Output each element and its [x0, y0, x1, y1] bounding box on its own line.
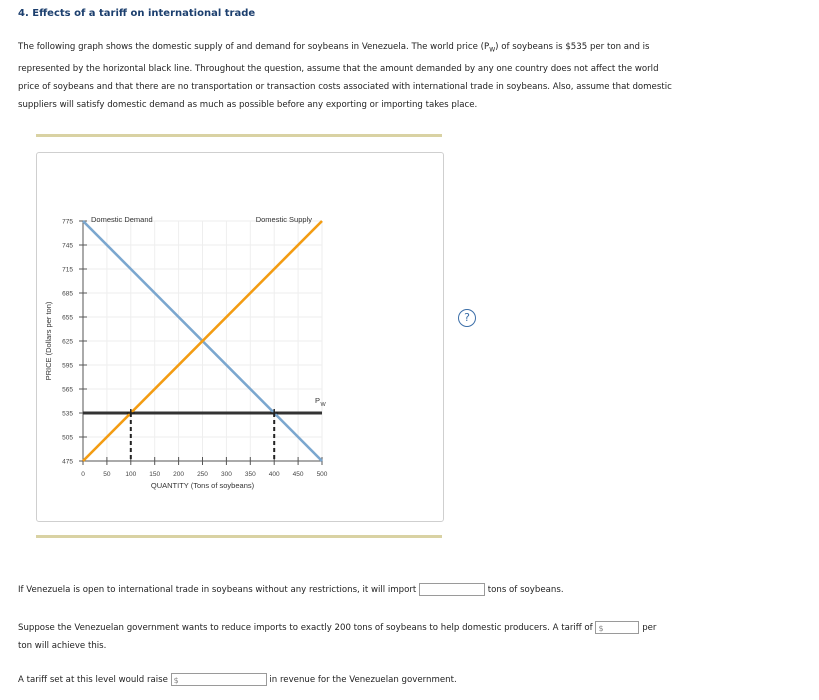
q3-text-after: in revenue for the Venezuelan government. [269, 675, 457, 685]
supply-label: Domestic Supply [255, 215, 312, 224]
x-tick-label: 300 [220, 471, 232, 478]
revenue-currency: $ [173, 676, 179, 685]
divider-bottom [36, 535, 442, 538]
x-tick-label: 0 [81, 471, 85, 478]
x-tick-label: 350 [244, 471, 256, 478]
intro-line-4: suppliers will satisfy domestic demand as much as possible before any exporting or importing takes place. [18, 99, 478, 110]
y-tick-label: 565 [62, 386, 73, 394]
y-tick-label: 625 [62, 338, 73, 346]
y-tick-label: 745 [62, 242, 73, 250]
revenue-input[interactable] [171, 673, 267, 686]
x-tick-label: 100 [125, 471, 137, 478]
intro-line-1: The following graph shows the domestic supply of and demand for soybeans in Venezuela. The world price $(P_W)$ of soybeans is $535 per ton and is [18, 42, 650, 54]
y-tick-label: 595 [62, 362, 73, 370]
x-tick-label: 50 [103, 471, 111, 478]
y-tick-label: 715 [62, 266, 73, 274]
x-tick-label: 250 [197, 471, 208, 478]
y-tick-label: 685 [62, 290, 73, 298]
question-1 [18, 583, 564, 596]
intro-line-2: represented by the horizontal black line. Throughout the question, assume that the amount demanded by any one country does not affect the world [18, 63, 659, 74]
tariff-input[interactable] [595, 621, 639, 634]
question-3 [18, 673, 457, 686]
graph-panel [36, 152, 470, 522]
question-title: 4. Effects of a tariff on international trade [18, 8, 256, 19]
x-tick-label: 450 [292, 471, 304, 478]
world-price-label: P [315, 396, 321, 405]
y-tick-label: 535 [62, 410, 73, 418]
q2-text-line2: ton will achieve this. [18, 641, 107, 651]
intro-line-3: price of soybeans and that there are no transportation or transaction costs associated with international trade in soybeans. Also, assume that domestic [18, 81, 672, 92]
divider-top [36, 134, 442, 137]
q1-text: If Venezuela is open to international trade in soybeans without any restrictions, it will import [18, 585, 417, 595]
y-axis-title: PRICE (Dollars per ton) [44, 301, 53, 381]
intro-paragraph [18, 38, 708, 114]
x-tick-label: 200 [173, 471, 185, 478]
tariff-currency: $ [598, 624, 604, 633]
y-tick-label: 775 [62, 218, 73, 226]
demand-label: Domestic Demand [91, 215, 153, 224]
y-tick-label: 505 [62, 434, 73, 442]
question-2 [18, 619, 718, 655]
x-tick-label: 400 [268, 471, 280, 478]
q2-text-after: per [642, 623, 657, 633]
q3-text: A tariff set at this level would raise [18, 675, 168, 685]
x-tick-label: 500 [316, 471, 328, 478]
x-tick-label: 150 [149, 471, 161, 478]
q1-text-after: tons of soybeans. [487, 585, 564, 595]
help-icon[interactable]: ? [458, 309, 476, 327]
supply-demand-chart [37, 153, 443, 521]
q2-text: Suppose the Venezuelan government wants to reduce imports to exactly 200 tons of soybeans to help domestic producers. A tariff of [18, 623, 593, 633]
import-quantity-input[interactable] [419, 583, 485, 596]
y-tick-label: 655 [62, 314, 73, 322]
world-price-label-sub: W [320, 402, 326, 408]
y-tick-label: 475 [62, 458, 73, 466]
x-axis-title: QUANTITY (Tons of soybeans) [150, 481, 255, 490]
